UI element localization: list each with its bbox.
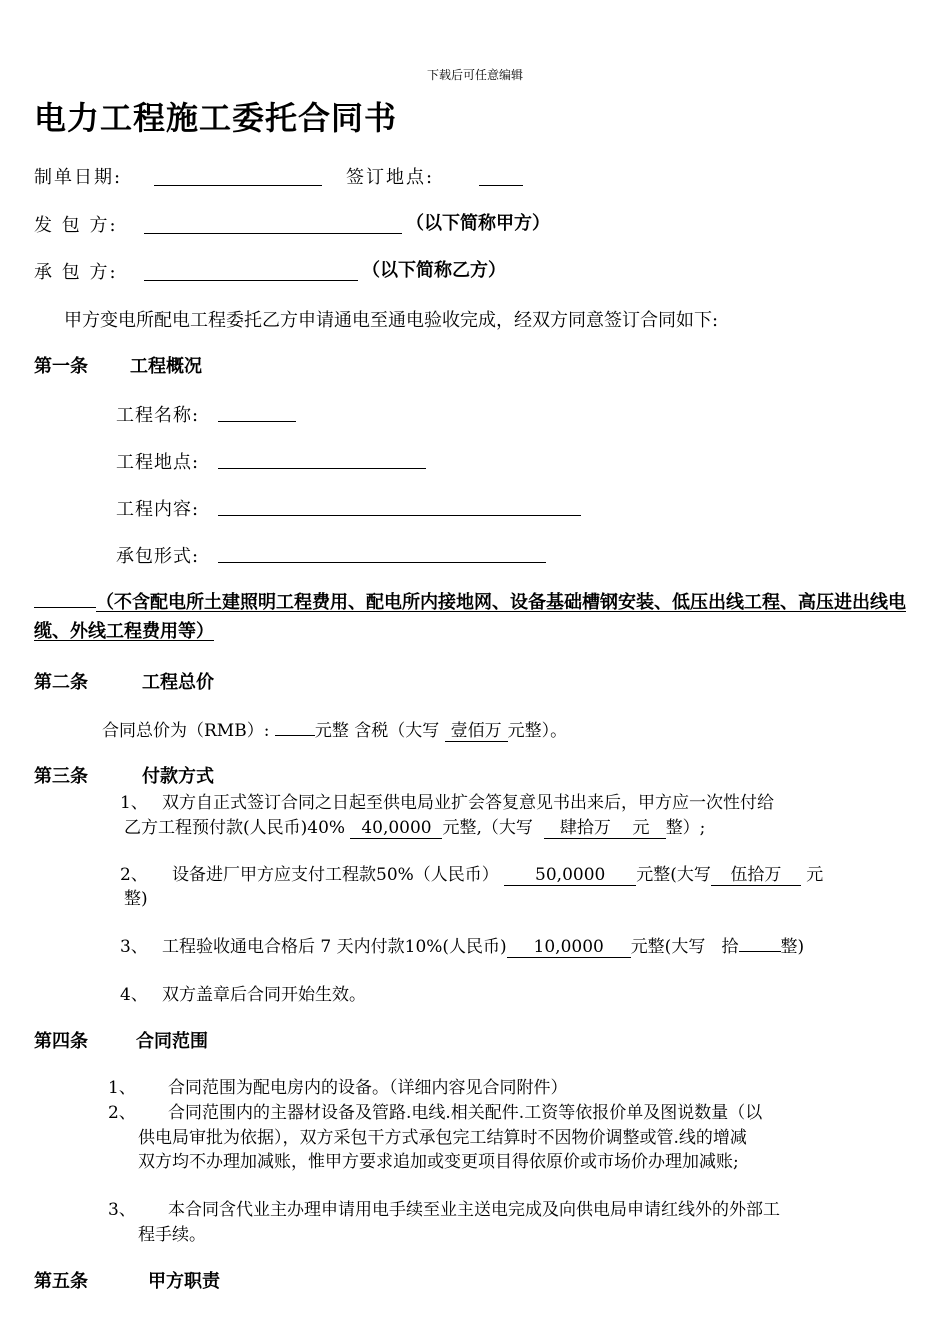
project-name-label: 工程名称:: [116, 405, 200, 426]
party-b-field[interactable]: [144, 262, 358, 281]
intro-text: 甲方变电所配电工程委托乙方申请通电至通电验收完成，经双方同意签订合同如下:: [64, 310, 719, 331]
total-price-field[interactable]: [275, 735, 315, 736]
document-title: 电力工程施工委托合同书: [34, 99, 398, 137]
art3-item1-num: 1、: [120, 793, 148, 813]
party-a-label: 发 包 方:: [34, 215, 118, 236]
art4-item2-line1: 合同范围内的主器材设备及管路.电线.相关配件.工资等依报价单及图说数量（以: [168, 1103, 763, 1123]
party-a-field[interactable]: [144, 215, 402, 234]
exclusion-note: （不含配电所土建照明工程费用、配电所内接地网、设备基础槽钢安装、低压出线工程、高压进出线电缆、外线工程费用等）: [34, 588, 919, 646]
art3-item2-num: 2、: [120, 865, 148, 885]
project-content-label: 工程内容:: [116, 499, 200, 520]
advance-upper: 肆拾万 元: [544, 818, 666, 839]
art3-item3-num: 3、: [120, 937, 148, 957]
party-a-suffix: （以下简称甲方）: [406, 213, 550, 234]
art3-item3-line: 工程验收通电合格后 7 天内付款10%(人民币) 10,0000 元整(大写 拾 整): [162, 937, 805, 957]
art4-item3-line1: 本合同含代业主办理申请用电手续至业主送电完成及向供电局申请红线外的外部工: [168, 1200, 780, 1220]
art4-item2-num: 2、: [108, 1103, 136, 1123]
art4-item3-num: 3、: [108, 1200, 136, 1220]
acceptance-amount: 10,0000: [507, 937, 631, 958]
party-b-label: 承 包 方:: [34, 262, 118, 283]
equipment-amount: 50,0000: [504, 865, 636, 886]
contract-form-label: 承包形式:: [116, 546, 200, 567]
place-label: 签订地点:: [346, 167, 435, 188]
party-b-suffix: （以下简称乙方）: [362, 260, 506, 281]
art5-title: 甲方职责: [148, 1271, 220, 1292]
art1-title: 工程概况: [130, 356, 202, 377]
art2-title: 工程总价: [142, 672, 214, 693]
advance-amount: 40,0000: [350, 818, 442, 839]
art4-item1-num: 1、: [108, 1078, 136, 1098]
art4-title: 合同范围: [136, 1031, 208, 1052]
header-note: 下载后可任意编辑: [426, 68, 523, 82]
art3-title: 付款方式: [142, 766, 214, 787]
art3-item2-line: 设备进厂甲方应支付工程款50%（人民币） 50,0000 元整(大写 伍拾万 元: [172, 865, 824, 885]
art4-item1-text: 合同范围为配电房内的设备。（详细内容见合同附件）: [168, 1078, 568, 1098]
art3-item1-line1: 双方自正式签订合同之日起至供电局业扩会答复意见书出来后，甲方应一次性付给: [162, 793, 774, 813]
place-field[interactable]: [479, 167, 523, 186]
art3-item4-num: 4、: [120, 985, 148, 1005]
art1-heading: 第一条: [34, 356, 88, 377]
art2-heading: 第二条: [34, 672, 88, 693]
art3-item4-text: 双方盖章后合同开始生效。: [162, 985, 366, 1005]
project-content-field[interactable]: [218, 497, 581, 516]
art4-item3-line2: 程手续。: [138, 1225, 206, 1245]
contract-form-field[interactable]: [218, 544, 546, 563]
acceptance-upper-field[interactable]: [739, 951, 781, 952]
art3-item1-line2: 乙方工程预付款(人民币)40% 40,0000 元整,（大写 肆拾万 元 整）;: [124, 818, 706, 838]
project-name-field[interactable]: [218, 403, 296, 422]
art3-heading: 第三条: [34, 766, 88, 787]
total-price-line: 合同总价为（RMB）: 元整 含税（大写 壹佰万 元整）。: [102, 721, 568, 741]
art3-item2-line2: 整): [124, 889, 148, 909]
equipment-upper: 伍拾万: [711, 865, 801, 886]
project-location-field[interactable]: [218, 450, 426, 469]
date-field[interactable]: [154, 167, 322, 186]
date-label: 制单日期:: [34, 167, 123, 188]
art4-item2-line3: 双方均不办理加减账，惟甲方要求追加或变更项目得依原价或市场价办理加减账;: [138, 1152, 739, 1172]
total-price-upper: 壹佰万: [445, 721, 508, 742]
art5-heading: 第五条: [34, 1271, 88, 1292]
art4-heading: 第四条: [34, 1031, 88, 1052]
art4-item2-line2: 供电局审批为依据），双方采包干方式承包完工结算时不因物价调整或管.线的增减: [138, 1128, 747, 1148]
project-location-label: 工程地点:: [116, 452, 200, 473]
